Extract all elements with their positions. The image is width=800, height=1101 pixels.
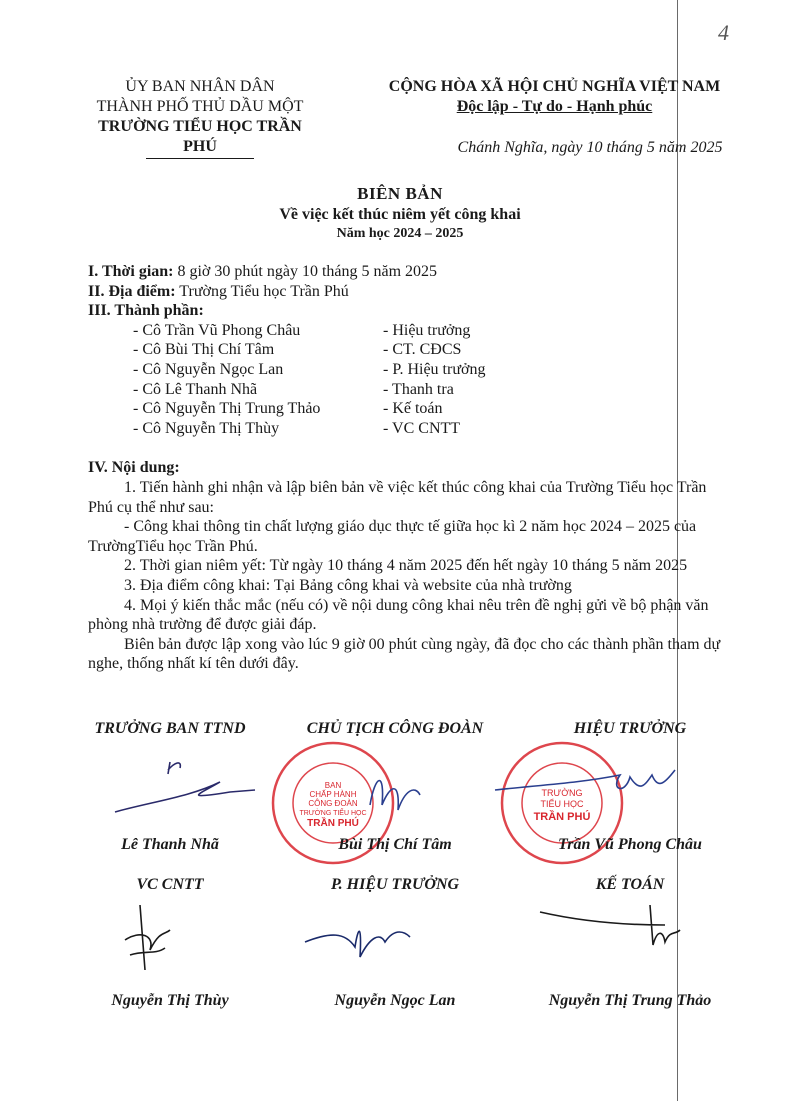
member-name: - Cô Nguyễn Ngọc Lan [133,360,284,378]
spacer [88,438,728,458]
svg-text:TRƯỜNG: TRƯỜNG [541,788,583,798]
svg-text:TIỂU HỌC: TIỂU HỌC [540,799,584,809]
page-number: 4 [718,20,729,45]
member-name: - Cô Nguyễn Thị Trung Thảo [133,400,321,418]
member-name: - Cô Nguyễn Thị Thùy [133,419,280,437]
member-name: - Cô Trần Vũ Phong Châu [133,321,301,339]
section-place [88,282,728,302]
content-paragraph-1a: - Công khai thông tin chất lượng giáo dục thực tế giữa học kì 2 năm học 2024 – 2025 của TrườngTiểu học Trần Phú. [88,518,697,555]
section-time-label: I. Thời gian: [88,263,174,280]
svg-text:BAN: BAN [324,781,342,790]
issuer-header [95,77,305,159]
member-row [88,399,728,419]
issuer-school: TRƯỜNG TIỂU HỌC TRẦN PHÚ [98,118,302,155]
content-paragraph-2: 2. Thời gian niêm yết: Từ ngày 10 tháng 4 năm 2025 đến hết ngày 10 tháng 5 năm 2025 [124,557,688,575]
section-place-label: II. Địa điểm: [88,282,176,300]
signature-title-accountant: KẾ TOÁN [595,876,665,893]
national-header [372,77,737,117]
document-date: Chánh Nghĩa, ngày 10 tháng 5 năm 2025 [457,139,723,156]
member-name: - Cô Lê Thanh Nhã [133,380,258,398]
signature-name-ttnd: Lê Thanh Nhã [121,836,219,853]
signature-name-accountant: Nguyễn Thị Trung Thảo [548,992,712,1009]
member-role: - Kế toán [383,400,443,418]
signature-name-union: Bùi Thị Chí Tâm [338,836,452,853]
title-subject: Về việc kết thúc niêm yết công khai [279,206,521,223]
content-paragraph-1: 1. Tiến hành ghi nhận và lập biên bản về việc kết thúc công khai của Trường Tiểu học Trần Phú cụ thể như sau: [88,478,707,516]
section-content-label: IV. Nội dung: [88,459,180,477]
section-members-label: III. Thành phần: [88,302,204,320]
document-body [88,262,728,674]
section-place-text: Trường Tiểu học Trần Phú [175,282,349,300]
member-row [88,419,728,439]
signature-title-principal: HIỆU TRƯỞNG [573,720,687,737]
title-year: Năm học 2024 – 2025 [336,226,464,241]
member-role: - P. Hiệu trưởng [383,360,486,378]
member-role: - Hiệu trưởng [383,321,471,339]
member-role: - CT. CĐCS [383,341,462,359]
member-row [88,360,728,380]
national-motto: Độc lập - Tự do - Hạnh phúc [456,98,653,115]
signature-name-vice-principal: Nguyễn Ngọc Lan [334,992,456,1009]
svg-text:TRƯỜNG TIỂU HỌC: TRƯỜNG TIỂU HỌC [299,810,367,817]
svg-text:CHẤP HÀNH: CHẤP HÀNH [309,790,357,799]
member-role: - Thanh tra [383,380,454,398]
member-role: - VC CNTT [383,419,461,437]
signature-it [115,900,185,980]
content-paragraph-3: 3. Địa điểm công khai: Tại Bảng công khai và website của nhà trường [124,576,572,594]
member-row [88,340,728,360]
signature-union [360,765,430,825]
issuer-underline [146,158,254,159]
svg-text:CÔNG ĐOÀN: CÔNG ĐOÀN [308,799,358,808]
member-row [88,321,728,341]
section-time-text: 8 giờ 30 phút ngày 10 tháng 5 năm 2025 [173,263,438,280]
content-paragraph-4: 4. Mọi ý kiến thắc mắc (nếu có) về nội dung công khai nêu trên đề nghị gửi về bộ phận văn phòng nhà trường để được giải đáp. [88,596,709,634]
signature-principal [490,755,690,815]
signature-ttnd [110,752,260,822]
signature-name-principal: Trần Vũ Phong Châu [558,836,702,853]
svg-text:TRẦN PHÚ: TRẦN PHÚ [307,818,359,829]
content-paragraph-5: Biên bản được lập xong vào lúc 9 giờ 00 phút cùng ngày, đã đọc cho các thành phần tham dự nghe, thống nhất kí tên dưới đây. [88,635,721,673]
member-name: - Cô Bùi Thị Chí Tâm [133,341,275,359]
national-title: CỘNG HÒA XÃ HỘI CHỦ NGHĨA VIỆT NAM [388,78,721,95]
signature-accountant [535,900,685,960]
document-title [200,183,600,243]
section-time [88,262,728,282]
signature-vice-principal [300,912,420,972]
title-main: BIÊN BẢN [357,184,443,203]
issuer-line-1: ỦY BAN NHÂN DÂN [125,78,275,95]
svg-text:TRẦN PHÚ: TRẦN PHÚ [533,811,591,823]
signature-title-it: VC CNTT [136,876,204,893]
signature-title-union: CHỦ TỊCH CÔNG ĐOÀN [306,720,484,737]
signature-title-ttnd: TRƯỞNG BAN TTND [94,720,246,737]
member-row [88,380,728,400]
signature-title-vice-principal: P. HIỆU TRƯỞNG [330,876,460,893]
signature-name-it: Nguyễn Thị Thùy [111,992,229,1009]
issuer-line-2: THÀNH PHỐ THỦ DẦU MỘT [96,98,304,115]
